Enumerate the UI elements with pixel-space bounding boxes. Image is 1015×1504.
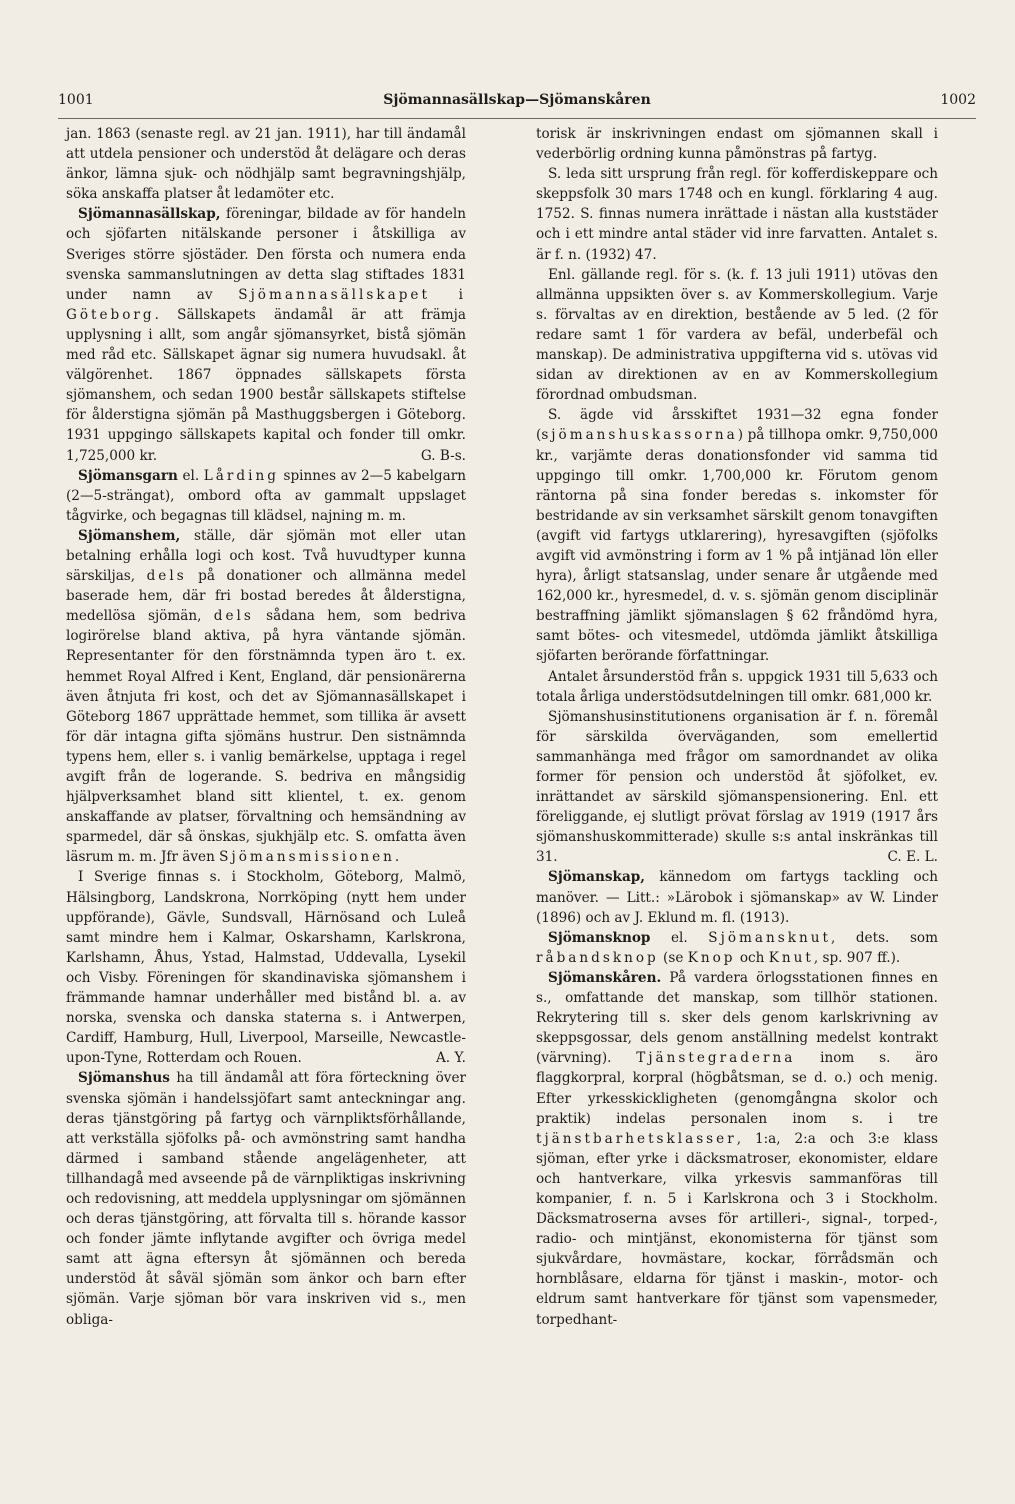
cross-reference: Sjömansmissionen: [219, 849, 395, 866]
entry-sjomansgarn: Sjömansgarn el. Lårding spinnes av 2—5 kabelgarn (2—5-strängat), ombord ofta av gammalt uppslaget tågvirke, och begagnas till klädsel, najning m. m.: [66, 467, 466, 524]
paragraph-sverige: I Sverige finnas s. i Stockholm, Göteborg, Malmö, Hälsingborg, Landskrona, Norrköping (nytt hem under uppförande), Gävle, Sundsvall, Härnösand och Luleå samt mindre hem i Kalmar, Oskarshamn, Karlskrona, Karlshamn, Åhus, Ystad, Halmstad, Uddevalla, Lysekil och Visby. Föreningen för skandinaviska sjömanshem i främmande hamnar underhåller med bistånd bl. a. av norska, svenska och danska staterna s. i Antwerpen, Cardiff, Hamburg, Hull, Liverpool, Marseille, Newcastle-upon-Tyne, Rotterdam och Rouen. A. Y.: [66, 867, 466, 1068]
paragraph: Enl. gällande regl. för s. (k. f. 13 juli 1911) utövas den allmänna uppsikten över s. av Kommerskollegium. Varje s. förvaltas av en direktion, bestående av 5 led. (2 för redare samt 1 för vardera av befäl, underbefäl och manskap). De administrativa uppgifterna vid s. utövas vid sidan av direktionen av en av Kommerskollegium förordnad ombudsman.: [536, 266, 938, 404]
entry-sjomanskaren: Sjömanskåren. På vardera örlogsstationen finnes en s., omfattande det manskap, som tillhör stationen. Rekrytering till s. sker dels genom karlskrivning av skeppsgossar, dels genom anställning medelst kontrakt (värvning). Tjänstegraderna inom s. äro flaggkorpral, korpral (högbåtsman, se d. o.) och menig. Efter yrkesskickligheten (genomgångna skolor och praktik) indelas personalen inom s. i tre tjänstbarhetsklasser, 1:a, 2:a och 3:e klass sjöman, efter yrke i däcksmatroser, ekonomister, eldare och hantverkare, vilka yrkesvis sammanföras till kompanier, f. n. 5 i Karlskrona och 3 i Stockholm. Däcksmatroserna avses för artilleri-, signal-, torped-, radio- och mintjänst, ekonomisterna för tjänst som sjukvårdare, hovmästare, kockar, förrådsmän och hornblåsare, eldarna för tjänst i maskin-, motor- och eldrum samt hantverkare för tjänst som vapensmeder, torpedhant-: [536, 969, 938, 1328]
column-right: [536, 124, 938, 1330]
page-number-left: 1001: [58, 92, 94, 108]
spaced-term: Sjömansknut: [708, 929, 831, 946]
column-left: [66, 124, 466, 1330]
spaced-term: dels: [146, 568, 187, 585]
spaced-term: sjömanshuskassorna: [541, 427, 738, 444]
running-title: Sjömannasällskap—Sjömanskåren: [383, 92, 651, 108]
paragraph: S. ägde vid årsskiftet 1931—32 egna fonder (sjömanshuskassorna) på tillhopa omkr. 9,750,000 kr., varjämte deras donationsfonder vid samma tid uppgingo till omkr. 1,700,000 kr. Förutom genom räntorna på sina fonder beredas s. inkomster för bestridande av sin verksamhet särskilt genom tonavgiften (avgift vid fartygs utklarering), hyresavgiften (sjöfolks avgift vid avmönstring i form av 1 % på intjänad lön eller hyra), årligt statsanslag, under senare år utgående med 162,000 kr., hyresmedel, d. v. s. sjömän genom disciplinär bestraffning jämlikt sjömanslagen § 62 fråndömd hyra, samt bötes- och vitesmedel, utdömda jämlikt åtskilliga sjöfarten berörande författningar.: [536, 407, 938, 665]
author-signature: C. E. L.: [887, 849, 938, 866]
headword: Sjömanskåren.: [548, 969, 662, 986]
entry-sjomansknop: Sjömansknop el. Sjömansknut, dets. som råbandsknop (se Knop och Knut, sp. 907 ff.).: [536, 929, 938, 966]
spaced-term: tjänstbarhetsklasser: [536, 1130, 737, 1147]
paragraph: Antalet årsunderstöd från s. uppgick 1931 till 5,633 och totala årliga understödsutdelningen till omkr. 681,000 kr.: [536, 668, 938, 705]
spaced-term: Lårding: [203, 467, 279, 484]
headword: Sjömannasällskap,: [78, 206, 221, 223]
continued-paragraph: jan. 1863 (senaste regl. av 21 jan. 1911), har till ändamål att utdela pensioner och understöd åt delägare och deras änkor, lämna sjuk- och nödhjälp samt begravningshjälp, söka anskaffa platser åt ledamöter etc.: [66, 126, 466, 203]
entry-sjomannasallskap: Sjömannasällskap, föreningar, bildade av för handeln och sjöfarten nitälskande personer i åtskilliga av Sveriges större sjöstäder. Den första och numera enda svenska sammanslutningen av detta slag stiftades 1831 under namn av Sjömannasällskapet i Göteborg. Sällskapets ändamål är att främja upplysning i allt, som angår sjömansyrket, bistå sjömän med råd etc. Sällskapet ägnar sig numera huvudsakl. åt välgörenhet. 1867 öppnades sällskapets första sjömanshem, och sedan 1900 består sällskapets stiftelse för ålderstigna sjömän på Masthuggsbergen i Göteborg. 1931 uppgingo sällskapets kapital och fonder till omkr. 1,725,000 kr. G. B-s.: [66, 204, 466, 465]
paragraph: Sjömanshusinstitutionens organisation är f. n. föremål för särskilda överväganden, som emellertid sammanhänga med frågor om samordnandet av olika former för pension och understöd åt sjöfolket, ev. inrättandet av särskild sjömanspensionering. Enl. ett föreliggande, ej slutligt prövat förslag av 1919 (1917 års sjömanshuskommitterade) skulle s:s antal inskränkas till 31. C. E. L.: [536, 707, 938, 868]
spaced-term: Sjömannasällskapet i Göteborg: [66, 286, 466, 323]
continued-paragraph: torisk är inskrivningen endast om sjömannen skall i vederbörlig ordning kunna påmönstras på fartyg.: [536, 126, 938, 163]
author-signature: A. Y.: [435, 1050, 466, 1067]
paragraph: S. leda sitt ursprung från regl. för kofferdiskeppare och skeppsfolk 30 mars 1748 och en kungl. förklaring 4 aug. 1752. S. finnas numera inrättade i nästan alla kuststäder och i ett mindre antal städer vid inre farvatten. Antalet s. är f. n. (1932) 47.: [536, 166, 938, 263]
spaced-term: Tjänstegraderna: [636, 1050, 796, 1067]
headword: Sjömanshus: [78, 1070, 170, 1087]
headword: Sjömansgarn: [78, 467, 178, 484]
entry-sjomanskap: Sjömanskap, kännedom om fartygs tackling och manöver. — Litt.: »Lärobok i sjömanskap» av W. Linder (1896) och av J. Eklund m. fl. (1913).: [536, 869, 938, 926]
headword: Sjömanskap,: [548, 869, 645, 886]
author-signature: G. B-s.: [420, 447, 466, 464]
page-number-right: 1002: [940, 92, 976, 108]
header-rule: [58, 118, 976, 119]
spaced-term: dels: [213, 608, 254, 625]
cross-reference: Knop: [687, 949, 736, 966]
cross-reference: Knut: [768, 949, 814, 966]
headword: Sjömansknop: [548, 929, 651, 946]
entry-sjomanshem: Sjömanshem, ställe, där sjömän mot eller utan betalning erhålla logi och kost. Två huvudtyper kunna särskiljas, dels på donationer och allmänna medel baserade hem, där fri bostad beredes åt ålderstigna, medellösa sjömän, dels sådana hem, som bedriva logirörelse bland aktiva, på hyra väntande sjömän. Representanter för den förstnämnda typen äro t. ex. hemmet Royal Alfred i Kent, England, där pensionärerna även åtnjuta fri kost, och det av Sjömannasällskapet i Göteborg 1867 upprättade hemmet, som tillika är avsett för där intagna gifta sjömäns hustrur. Den sistnämnda typens hem, eller s. i vanlig bemärkelse, upptaga i regel avgift från de logerande. S. bedriva en mångsidig hjälpverksamhet bland sitt klientel, t. ex. genom anskaffande av platser, förvaltning och hemsändning av sparmedel, där så önskas, sjukhjälp etc. S. omfatta även läsrum m. m. Jfr även Sjömansmissionen.: [66, 527, 467, 866]
spaced-term: råbandsknop: [536, 949, 659, 966]
headword: Sjömanshem,: [78, 527, 181, 544]
page-header: [58, 92, 976, 116]
entry-sjomanshus: Sjömanshus ha till ändamål att föra förteckning över svenska sjömän i handelssjöfart samt anteckningar ang. deras tjänstgöring på fartyg och värnpliktsförhållande, att verkställa sjöfolks på- och avmönstring samt handha därmed i samband stående angelägenheter, att tillhandagå med avseende på de värnpliktigas inskrivning och redovisning, att meddela upplysningar om sjömännen och deras tjänstgöring, att förvalta till s. hörande kassor och fonder jämte inflytande avgifter och övriga medel samt att ägna eftersyn åt sjömännen och bereda understöd åt såväl sjömän som änkor och barn efter sjömän. Varje sjöman bör vara inskriven vid s., men obliga-: [66, 1070, 466, 1328]
